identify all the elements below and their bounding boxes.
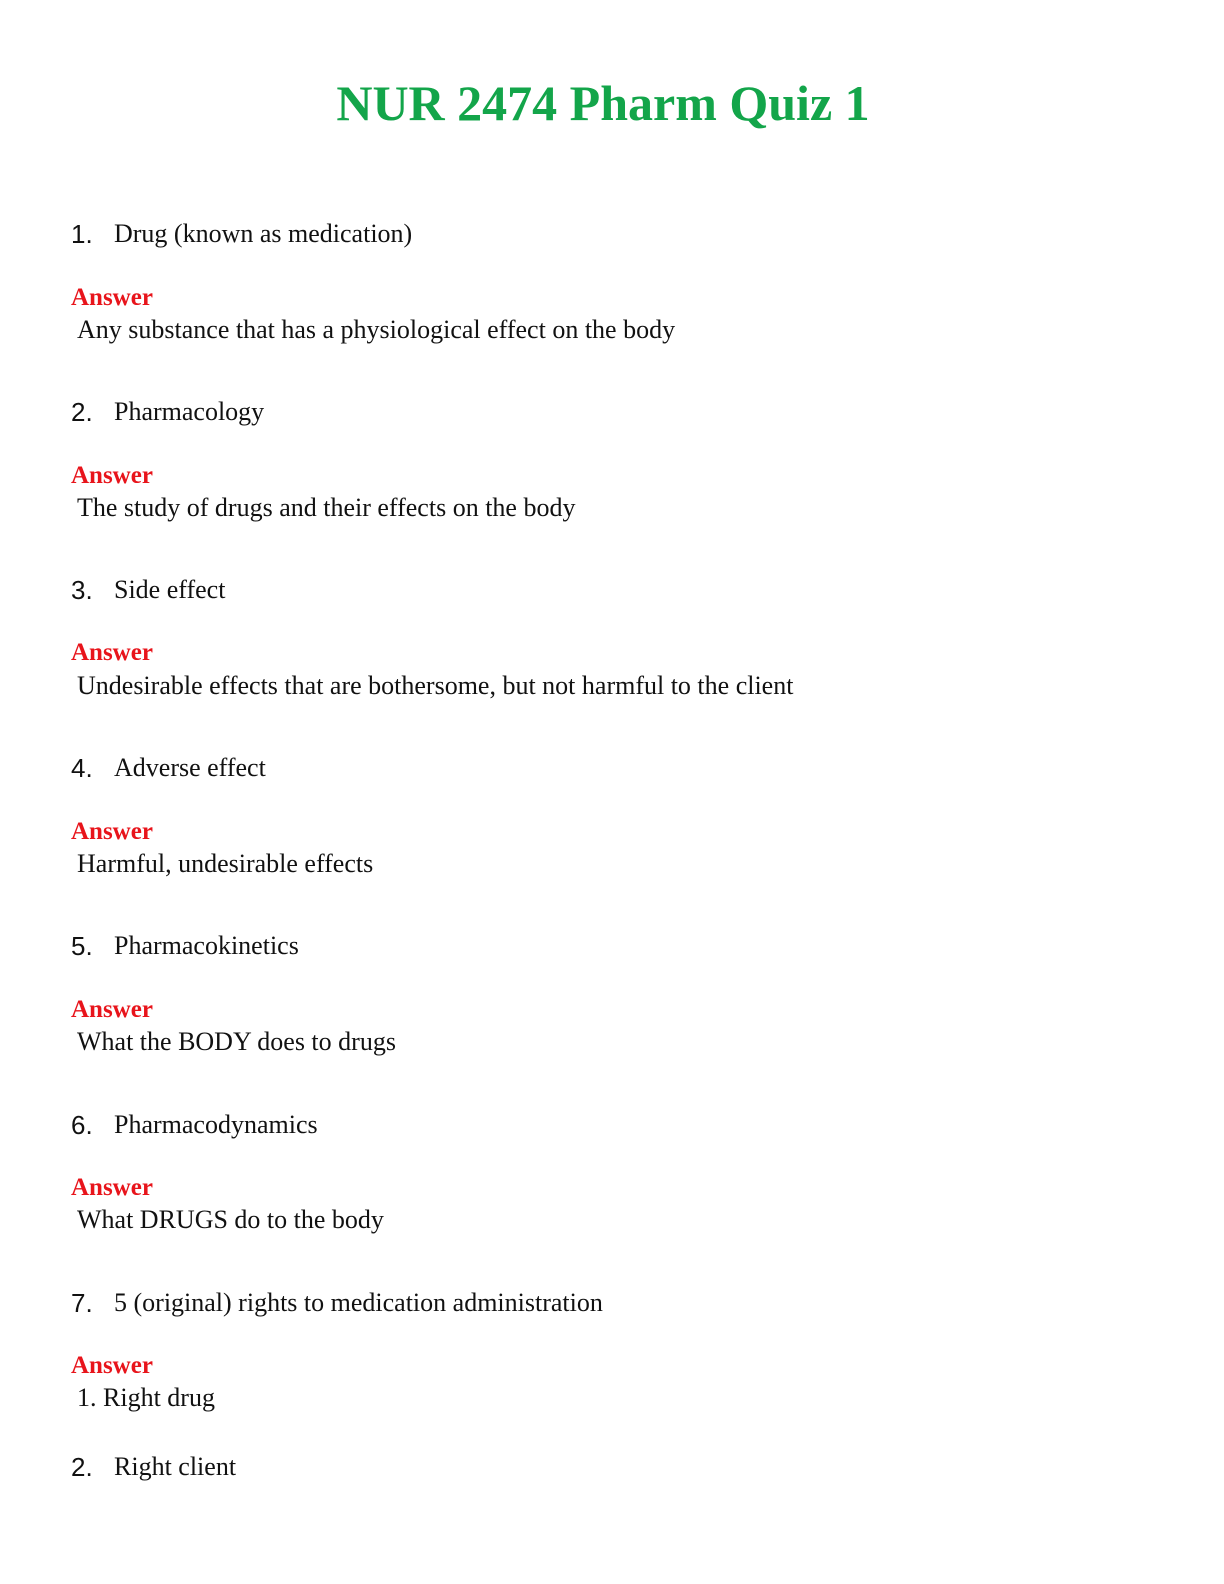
answer-text: Undesirable effects that are bothersome, but not harmful to the client — [77, 671, 794, 700]
question-number: 1. — [71, 219, 93, 249]
list-item-number: 2. — [71, 1452, 93, 1482]
answer-label: Answer — [71, 284, 153, 311]
answer-label: Answer — [71, 1174, 153, 1201]
list-item-text: Right client — [114, 1452, 237, 1481]
question-prompt: Drug (known as medication) — [114, 219, 413, 248]
answer-label: Answer — [71, 1352, 153, 1379]
question-number: 2. — [71, 397, 93, 427]
question-number: 5. — [71, 931, 93, 961]
answer-label: Answer — [71, 462, 153, 489]
question-prompt: 5 (original) rights to medication administration — [114, 1288, 603, 1317]
answer-text: What the BODY does to drugs — [77, 1027, 396, 1056]
answer-text: 1. Right drug — [77, 1383, 215, 1412]
answer-text: The study of drugs and their effects on the body — [77, 493, 576, 522]
answer-text: Harmful, undesirable effects — [77, 849, 374, 878]
question-prompt: Pharmacodynamics — [114, 1110, 318, 1139]
answer-text: Any substance that has a physiological effect on the body — [77, 315, 676, 344]
question-number: 4. — [71, 753, 93, 783]
answer-label: Answer — [71, 818, 153, 845]
answer-label: Answer — [71, 996, 153, 1023]
question-prompt: Pharmacology — [114, 397, 265, 426]
question-prompt: Adverse effect — [114, 753, 266, 782]
question-prompt: Pharmacokinetics — [114, 931, 299, 960]
answer-label: Answer — [71, 639, 153, 666]
question-prompt: Side effect — [114, 575, 226, 604]
question-number: 6. — [71, 1110, 93, 1140]
question-number: 7. — [71, 1288, 93, 1318]
page-title: NUR 2474 Pharm Quiz 1 — [336, 75, 870, 131]
question-number: 3. — [71, 575, 93, 605]
answer-text: What DRUGS do to the body — [77, 1205, 384, 1234]
